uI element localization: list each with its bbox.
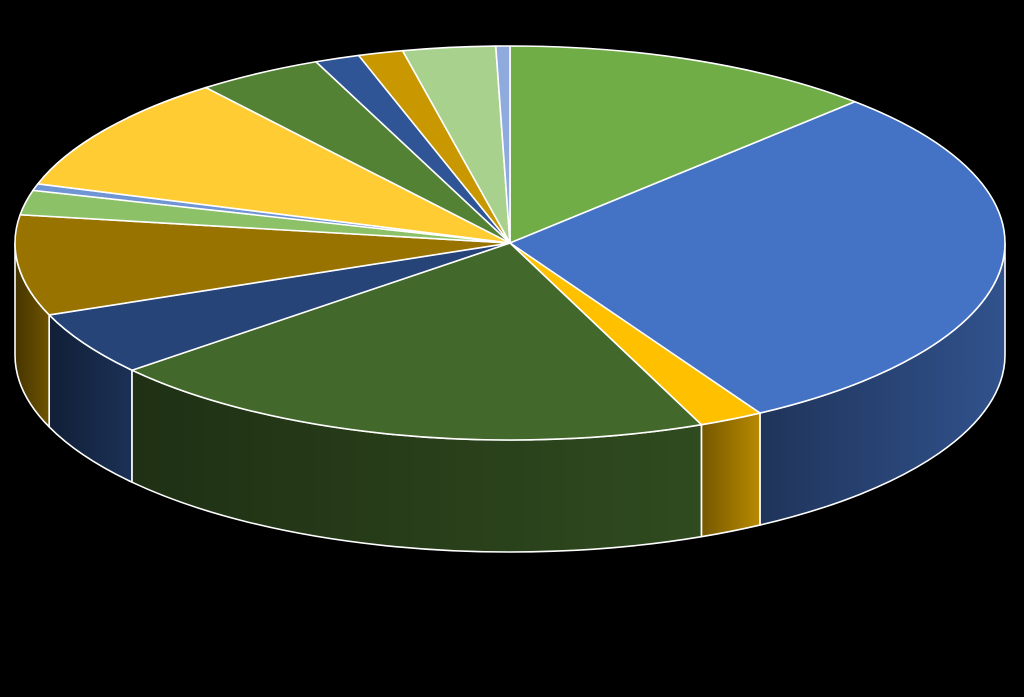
pie-slice-side-3 xyxy=(701,413,760,537)
pie-top xyxy=(15,46,1005,440)
